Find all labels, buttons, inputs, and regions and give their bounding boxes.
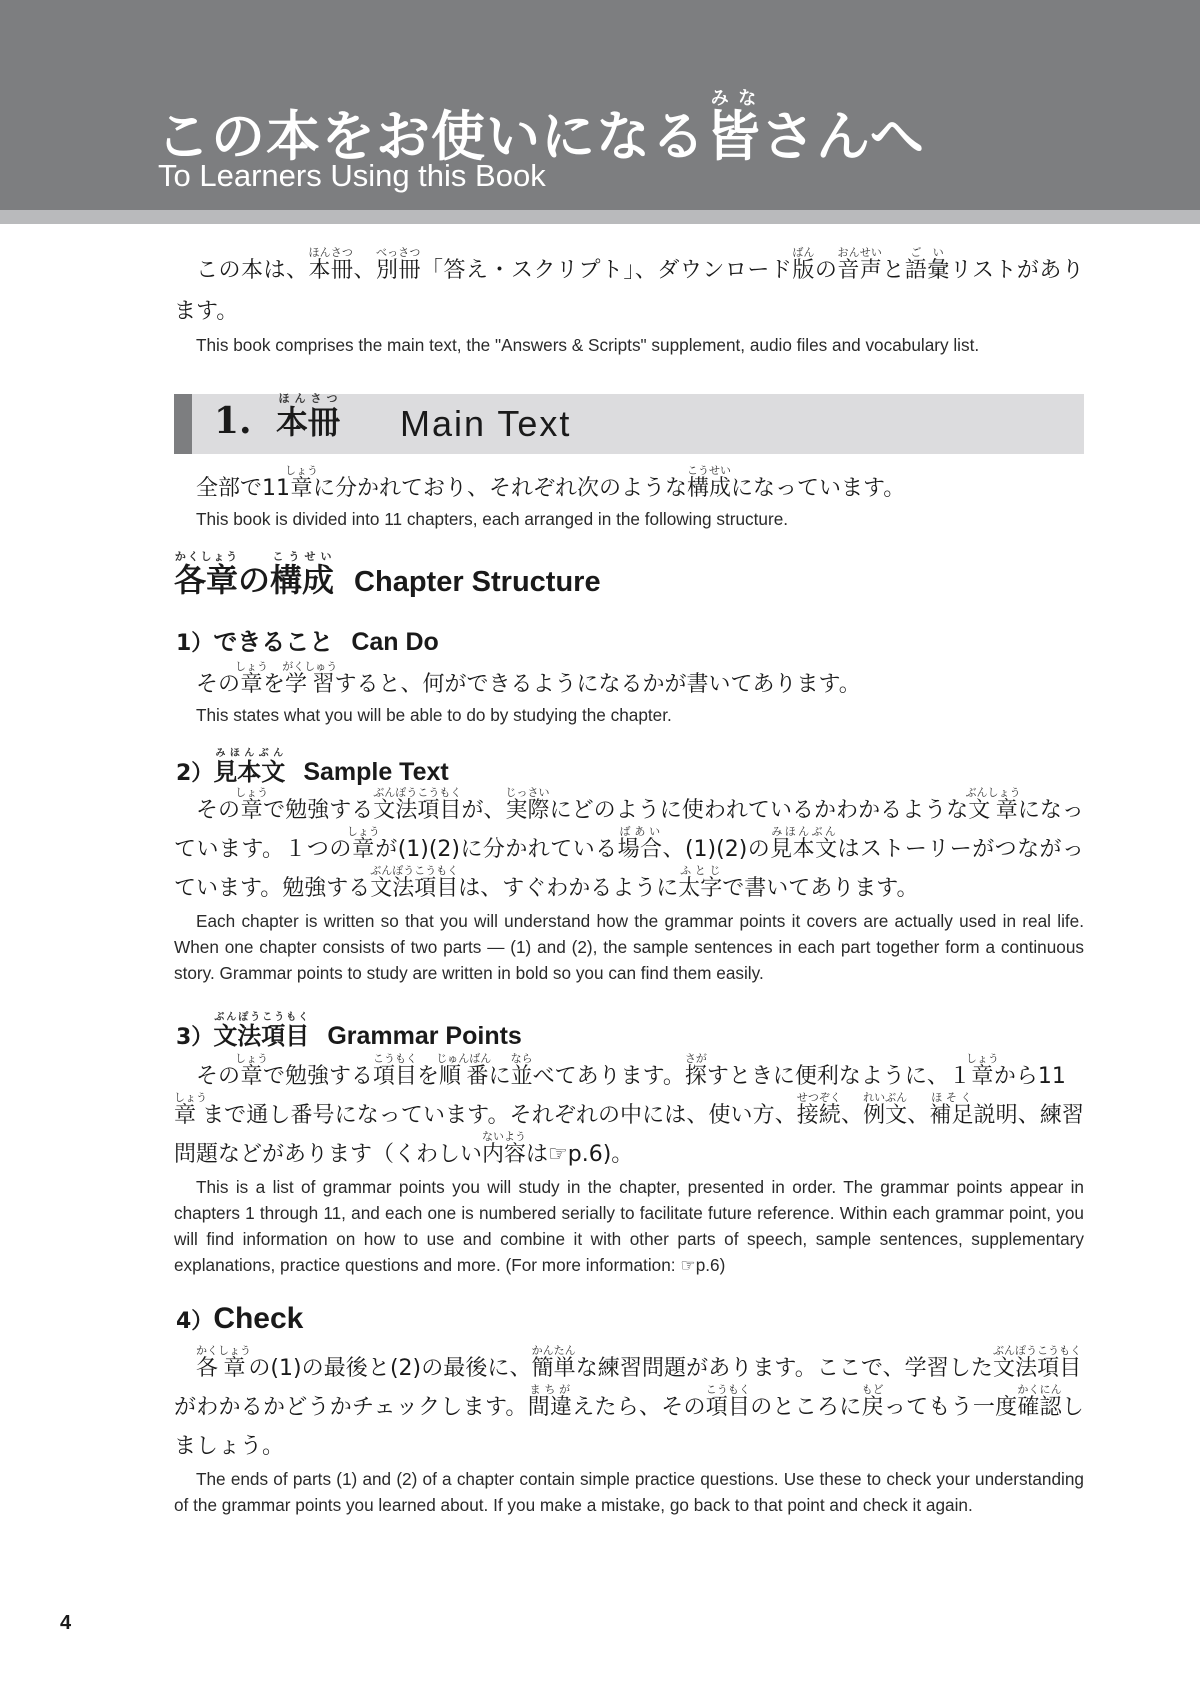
item-body-grammar-points: その章しょうで勉強する項目こうもくを順番じゅんばんに並ならべてあります。探さがすときに便利なように、１章しょうから11章しょうまで通し番号になっています。それぞれの中には、使い方、接続せつぞく、例文れいぶん、補足ほそく説明、練習問題などがあります（くわしい内容ないようは☞p.6)。 This is a list of grammar points you will study in the chapter, presented in order. The grammar points appear in chapters 1 through 11, and each one is numbered serially to facilitate future reference. Within each grammar point, you will find information on how to use and combine it with other parts of speech, sample sentences, supplementary explanations, practice questions and more. (For more information: ☞p.6) — [174, 1052, 1084, 1275]
item-body-check: 各章かくしょうの(1)の最後と(2)の最後に、簡単かんたんな練習問題があります。ここで、学習した文法項目ぶんぽうこうもくがわかるかどうかチェックします。間違まちがえたら、その項目こうもくのところに戻もどってもう一度確認かくにんしましょう。 The ends of parts (1) and (2) of a chapter contain simple practice questions. Use these to check your understanding of the grammar points you learned about. If you make a mistake, go back to that point and check it again. — [174, 1344, 1084, 1515]
section-intro — [174, 464, 1084, 532]
header-stripe — [0, 210, 1200, 224]
section-title-en: Main Text — [400, 403, 572, 444]
section-heading — [174, 394, 1084, 454]
item-heading-can-do: 1）できること Can Do — [176, 628, 439, 656]
page-subtitle: To Learners Using this Book — [158, 158, 546, 193]
chapter-structure-heading: 各章かくしょうの構成こうせいChapter Structure — [174, 550, 601, 599]
item-heading-grammar-points: 3）文法項目ぶんぽうこうもくGrammar Points — [176, 1012, 522, 1050]
section-intro-en: This book is divided into 11 chapters, each arranged in the following structure. — [196, 509, 789, 529]
section-title-jp: 本冊ほんさつ — [276, 392, 341, 441]
section-number: 1. — [214, 400, 252, 442]
intro-en: This book comprises the main text, the "Answers & Scripts" supplement, audio files and vocabulary list. — [196, 335, 980, 355]
item-body-sample-text: その章しょうで勉強する文法項目ぶんぽうこうもくが、実際じっさいにどのように使われているかわかるような文章ぶんしょうになっています。１つの章しょうが(1)(2)に分かれている場合ばあい、(1)(2)の見本文みほんぶんはストーリーがつながっています。勉強する文法項目ぶんぽうこうもくは、すぐわかるように太字ふとじで書いてあります。 Each chapter is written so that you will understand how the grammar points it covers are actually used in real life. When one chapter consists of two parts — (1) and (2), the sample sentences in each part together form a continuous story. Grammar points to study are written in bold so you can find them easily. — [174, 786, 1084, 983]
page-title: この本をお使いになる皆みなさんへ — [156, 88, 925, 168]
item-body-can-do: その章しょうを学習がくしゅうすると、何ができるようになるかが書いてあります。 This states what you will be able to do by studying the chapter. — [196, 660, 861, 725]
intro-jp: この本は、本冊ほんさつ、別冊べっさつ「答え・スクリプト」、ダウンロード版ばんの音声おんせいと語彙ごいリストがあります。 — [174, 246, 1084, 324]
page-number: 4 — [60, 1612, 72, 1634]
item-heading-check: 4）Check — [176, 1302, 304, 1335]
section-intro-jp: 全部で11章しょうに分かれており、それぞれ次のような構成こうせいになっています。 — [196, 464, 906, 501]
intro — [174, 246, 1084, 358]
item-heading-sample-text: 2）見本文みほんぶんSample Text — [176, 748, 449, 786]
